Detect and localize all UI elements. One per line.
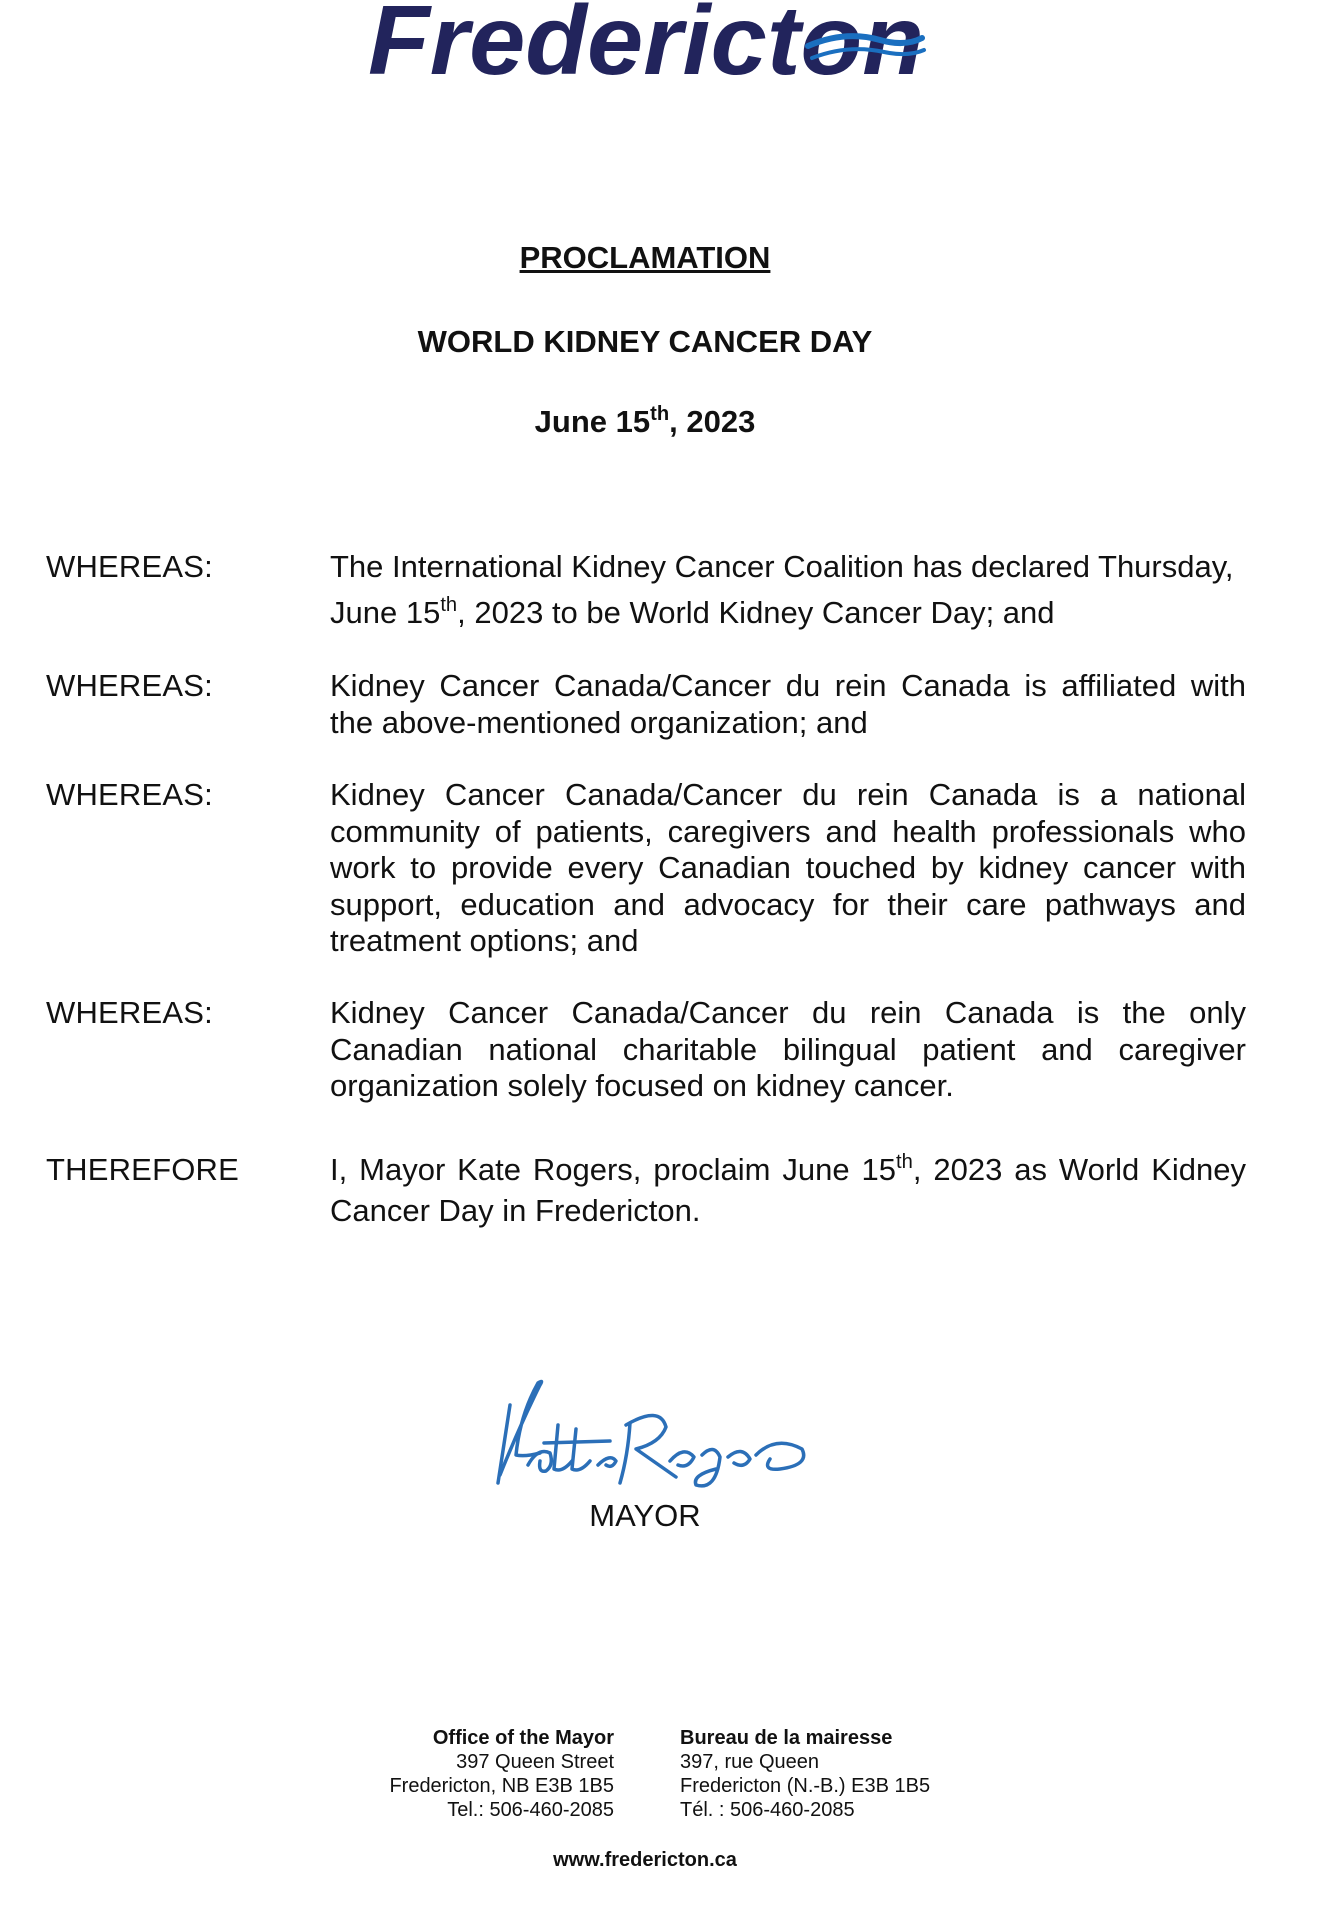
office-name: Office of the Mayor	[432, 1727, 614, 1749]
city-postal: Fredericton (N.-B.) E3B 1B5	[680, 1775, 931, 1797]
logo-wordmark: Fredericton	[368, 0, 924, 90]
footer-english-address	[300, 1726, 614, 1822]
mayor-title: MAYOR	[589, 1498, 701, 1533]
fredericton-logo	[0, 0, 1318, 90]
date-ordinal: th	[650, 402, 670, 425]
phone-number: Tel.: 506-460-2085	[447, 1799, 614, 1821]
street-address: 397 Queen Street	[456, 1751, 614, 1773]
date-text: June 15	[534, 404, 651, 439]
clause-text: Kidney Cancer Canada/Cancer du rein Canada is affiliated with the above-mentioned organization; and	[330, 668, 1246, 740]
website-link[interactable]: www.fredericton.ca	[553, 1849, 737, 1871]
mayor-signature	[480, 1365, 820, 1495]
clause-text-line: The International Kidney Cancer Coalition has declared Thursday,	[330, 549, 1234, 584]
phone-number: Tél. : 506-460-2085	[680, 1799, 855, 1821]
clause-label: WHEREAS:	[46, 549, 213, 584]
signature-graphic	[480, 1365, 820, 1495]
city-postal: Fredericton, NB E3B 1B5	[389, 1775, 614, 1797]
street-address: 397, rue Queen	[680, 1751, 819, 1773]
event-title: WORLD KIDNEY CANCER DAY	[417, 324, 873, 359]
clause-text: Kidney Cancer Canada/Cancer du rein Canada is the only Canadian national charitable bilingual patient and caregiver organization solely focused on kidney cancer.	[330, 995, 1246, 1103]
clause-text	[330, 544, 1246, 640]
clause-text-date: June 15	[330, 595, 441, 630]
clause-label: WHEREAS:	[46, 777, 213, 812]
clause-text-ordinal: th	[440, 593, 458, 616]
clause-text-main: I, Mayor Kate Rogers, proclaim June 15	[330, 1152, 897, 1187]
office-name: Bureau de la mairesse	[680, 1727, 893, 1749]
clause-text	[330, 1152, 1246, 1229]
proclamation-heading: PROCLAMATION	[519, 240, 771, 275]
clause-label: WHEREAS:	[46, 668, 213, 703]
fredericton-logo-graphic	[0, 0, 1318, 90]
clause-text-ordinal: th	[896, 1150, 913, 1173]
clause-text-rest: , 2023 to be World Kidney Cancer Day; and	[457, 595, 1055, 630]
clause-text: Kidney Cancer Canada/Cancer du rein Canada is a national community of patients, caregivers and health professionals who work to provide every Canadian touched by kidney cancer with support, education and advocacy for their care pathways and treatment options; and	[330, 777, 1246, 958]
clause-label: WHEREAS:	[46, 995, 213, 1030]
date-year: , 2023	[669, 404, 756, 439]
event-date	[0, 404, 1290, 440]
clause-label: THEREFORE	[46, 1152, 239, 1187]
clause-text-rest: , 2023 as World Kidney Cancer Day in Fredericton.	[330, 1152, 1246, 1228]
footer-french-address	[680, 1726, 1020, 1822]
